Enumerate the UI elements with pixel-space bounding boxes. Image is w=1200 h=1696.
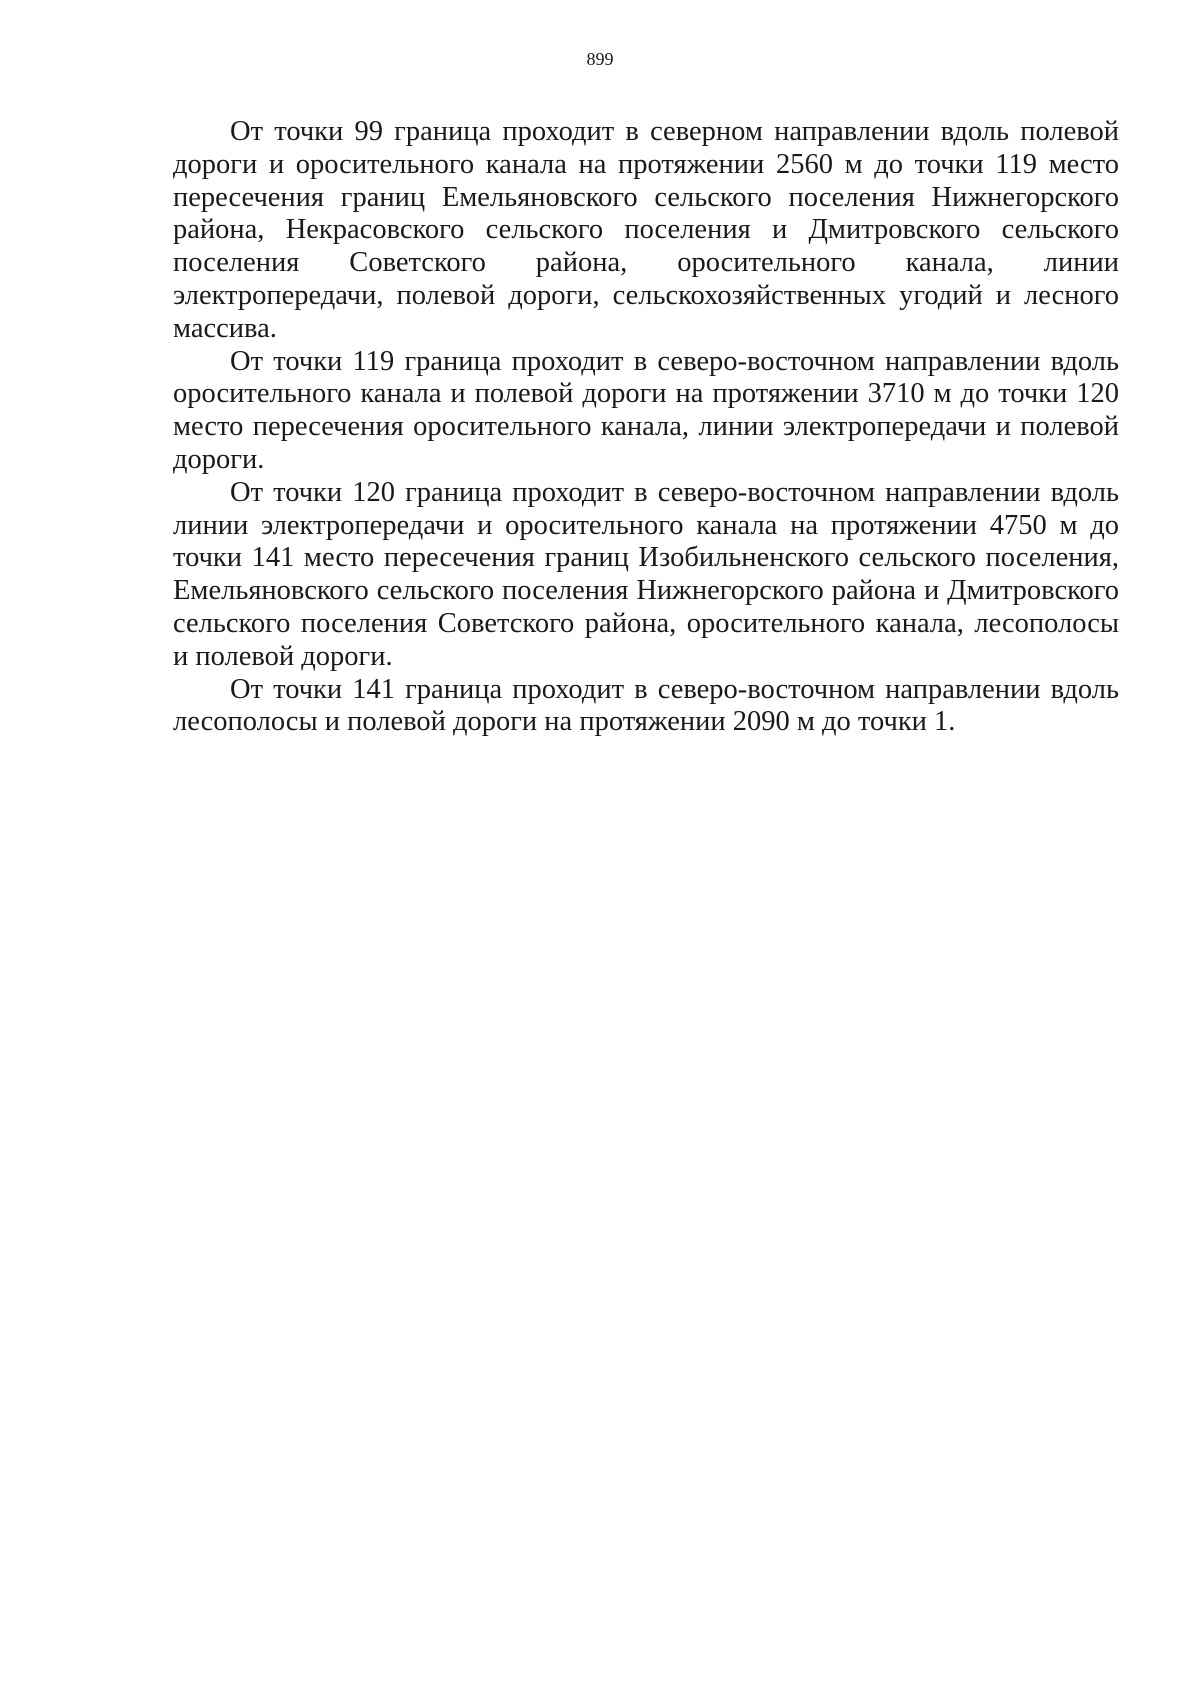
paragraph-4: От точки 141 граница проходит в северо-восточном направлении вдоль лесополосы и полевой дороги на протяжении 2090 м до точки 1. xyxy=(173,673,1119,738)
page-number: 899 xyxy=(586,49,614,69)
document-body xyxy=(173,116,1119,739)
paragraph-3: От точки 120 граница проходит в северо-восточном направлении вдоль линии электропередачи и оросительного канала на протяжении 4750 м до точки 141 место пересечения границ Изобильненского сельского поселения, Емельяновского сельского поселения Нижнегорского района и Дмитровского сельского поселения Советского района, оросительного канала, лесополосы и полевой дороги. xyxy=(173,476,1119,672)
paragraph-2: От точки 119 граница проходит в северо-восточном направлении вдоль оросительного канала и полевой дороги на протяжении 3710 м до точки 120 место пересечения оросительного канала, линии электропередачи и полевой дороги. xyxy=(173,345,1119,475)
paragraph-1: От точки 99 граница проходит в северном направлении вдоль полевой дороги и оросительного канала на протяжении 2560 м до точки 119 место пересечения границ Емельяновского сельского поселения Нижнегорского района, Некрасовского сельского поселения и Дмитровского сельского поселения Советского района, оросительного канала, линии электропередачи, полевой дороги, сельскохозяйственных угодий и лесного массива. xyxy=(173,116,1119,344)
